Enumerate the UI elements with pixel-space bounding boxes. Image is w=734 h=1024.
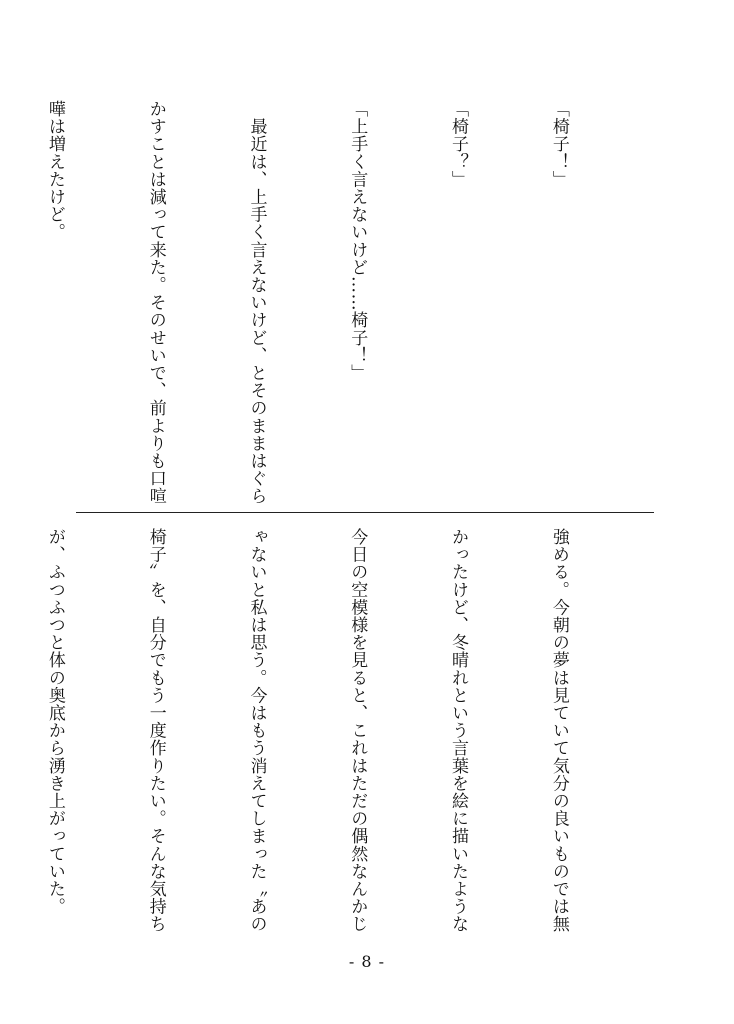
page-number: - 8 -: [348, 952, 386, 971]
text-column: 椅子〟を、自分でもう一度作りたい。そんな気持ち: [145, 528, 166, 933]
text-column: かったけど、冬晴れという言葉を絵に描いたような: [448, 528, 469, 933]
top-text-block: [0, 100, 642, 505]
text-column: 今日の空模様を見ると、これはただの偶然なんかじ: [347, 528, 368, 933]
text-column: ゃないと私は思う。今はもう消えてしまった〝あの: [246, 528, 267, 933]
text-column: 「椅子？」: [448, 100, 469, 188]
text-column: 最近は、上手く言えないけど、とそのままはぐら: [246, 100, 267, 505]
text-column: が、ふつふつと体の奥底から湧き上がっていた。: [44, 528, 65, 916]
text-column: 「椅子！」: [548, 100, 569, 188]
bottom-text-block: [0, 528, 642, 940]
text-column: 「上手く言えないけど……椅子！」: [347, 100, 368, 382]
text-column: 強める。今朝の夢は見ていて気分の良いものでは無: [548, 528, 569, 933]
text-column: かすことは減って来た。そのせいで、前よりも口喧: [145, 100, 166, 505]
text-column: 嘩は増えたけど。: [44, 100, 65, 241]
section-divider: [76, 512, 654, 513]
